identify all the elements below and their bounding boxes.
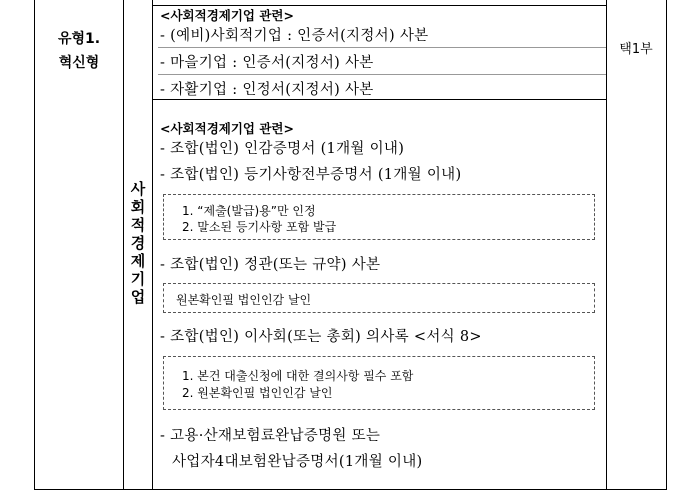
vertical-char: 기 — [130, 270, 146, 288]
table-right-border — [666, 0, 667, 490]
category-line2: 혁신형 — [58, 55, 100, 71]
note-line: 1. 본건 대출신청에 대한 결의사항 필수 포함 — [182, 369, 414, 383]
requirement-item-5-continued: 사업자4대보험완납증명서(1개월 이내) — [172, 454, 423, 470]
table-left-border — [34, 0, 35, 490]
requirement-item-2: - 조합(법인) 등기사항전부증명서 (1개월 이내) — [160, 167, 462, 183]
requirement-item-1: - 조합(법인) 인감증명서 (1개월 이내) — [160, 141, 405, 157]
section-top-item: - 마을기업 : 인증서(지정서) 사본 — [160, 55, 374, 71]
note-line: 1. “제출(발급)용”만 인정 — [182, 204, 316, 218]
vertical-char: 경 — [130, 234, 146, 252]
vertical-char: 회 — [130, 198, 146, 216]
requirement-item-3: - 조합(법인) 정관(또는 규약) 사본 — [160, 257, 381, 273]
vertical-char: 사 — [130, 180, 146, 198]
requirement-item-5: - 고용·산재보험료완납증명원 또는 — [160, 428, 381, 444]
section-divider — [152, 99, 606, 100]
vertical-label — [128, 180, 148, 306]
section-top-item: - (예비)사회적기업 : 인증서(지정서) 사본 — [160, 28, 429, 44]
section-top-item: - 자활기업 : 인정서(지정서) 사본 — [160, 82, 374, 98]
note-box-1 — [163, 194, 595, 240]
requirement-item-4: - 조합(법인) 이사회(또는 총회) 의사록 <서식 8> — [160, 329, 482, 345]
copies-label: 택1부 — [619, 42, 653, 57]
section-bottom-header: <사회적경제기업 관련> — [160, 121, 294, 136]
column-divider-2 — [152, 0, 153, 490]
column-divider-3 — [606, 0, 607, 490]
note-box-3 — [163, 356, 595, 410]
note-line: 원본확인필 법인인감 날인 — [176, 293, 312, 307]
item-underline — [158, 74, 606, 75]
vertical-char: 적 — [130, 216, 146, 234]
category-label — [34, 28, 124, 72]
note-line: 2. 말소된 등기사항 포함 발급 — [182, 220, 337, 234]
vertical-char: 제 — [130, 252, 146, 270]
category-line1: 유형1. — [57, 31, 101, 47]
column-divider-1 — [123, 0, 124, 490]
note-line: 2. 원본확인필 법인인감 날인 — [182, 386, 333, 400]
section-top-header: <사회적경제기업 관련> — [160, 8, 294, 23]
note-box-2 — [163, 283, 595, 313]
vertical-char: 업 — [130, 288, 146, 306]
item-underline — [158, 47, 606, 48]
table-bottom-border — [34, 489, 667, 490]
